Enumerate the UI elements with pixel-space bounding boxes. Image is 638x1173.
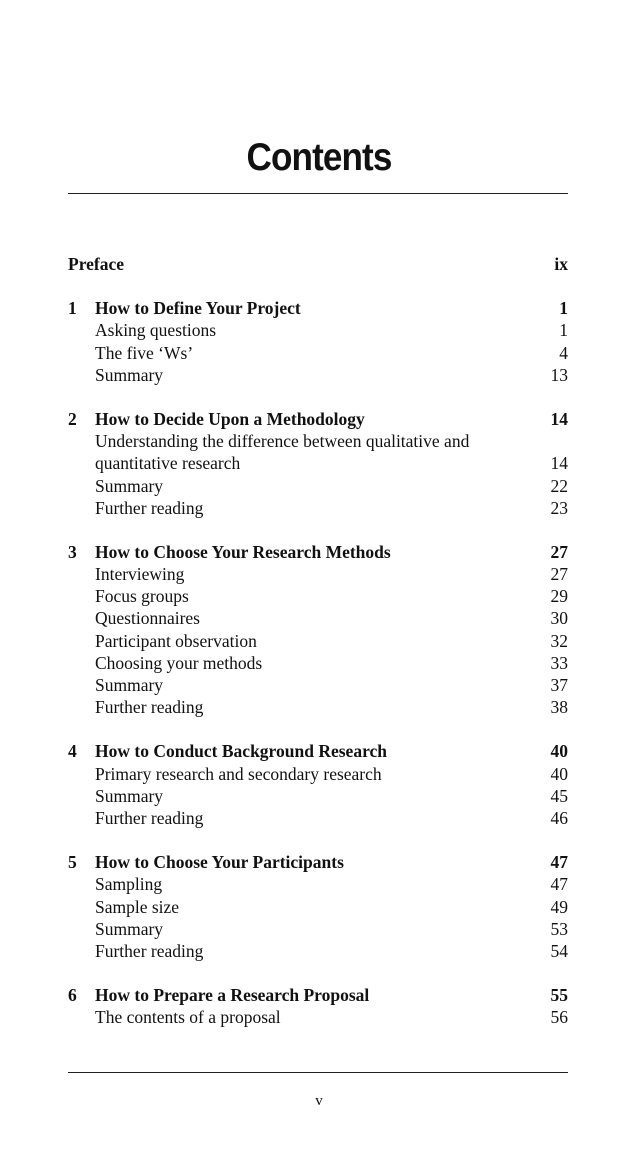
toc-gap [68, 386, 568, 408]
toc-entry-page: 37 [550, 675, 568, 695]
toc-chapter-title: How to Conduct Background Research [95, 741, 388, 762]
toc-entry-page: 38 [550, 697, 568, 718]
toc-chapter-title: How to Choose Your Participants [95, 852, 344, 873]
toc-entry-title: Questionnaires [95, 608, 200, 629]
toc-preface-page: ix [554, 254, 568, 274]
toc-entry-title: Further reading [95, 697, 204, 718]
toc-chapter-page: 1 [559, 298, 568, 319]
page-title: Contents [246, 136, 392, 179]
toc-chapter-page: 55 [550, 985, 568, 1006]
toc-entry-page: 23 [550, 497, 568, 518]
toc-entry[interactable] [68, 319, 568, 341]
toc-entry-title: Summary [95, 785, 164, 806]
toc-entry-page: 54 [550, 940, 568, 961]
toc-chapter-page: 14 [550, 408, 568, 429]
toc-entry-page: 13 [550, 364, 568, 385]
toc-entry-title: Summary [95, 918, 164, 939]
toc-chapters [68, 275, 568, 1028]
toc-chapter-heading[interactable] [68, 408, 568, 430]
toc-entry-page: 22 [550, 475, 568, 496]
toc-preface-title: Preface [68, 254, 125, 274]
toc-chapter-heading[interactable] [68, 851, 568, 873]
toc-entry-title: Summary [95, 364, 164, 385]
toc-entry[interactable] [68, 674, 568, 696]
toc-entry-title: Focus groups [95, 586, 189, 607]
toc-chapter-number: 1 [68, 298, 77, 319]
toc-chapter-title: How to Choose Your Research Methods [95, 541, 391, 562]
toc-entry-page: 27 [550, 564, 568, 585]
toc-entry-title: The contents of a proposal [95, 1007, 281, 1028]
toc-entry[interactable] [68, 696, 568, 718]
toc-entry-page: 1 [559, 320, 568, 341]
toc-chapter-heading[interactable] [68, 984, 568, 1006]
toc-chapter-number: 5 [68, 852, 77, 873]
toc-entry-page: 29 [550, 586, 568, 607]
toc-entry-page: 33 [550, 652, 568, 673]
toc-entry[interactable] [68, 630, 568, 652]
toc-chapter-title: How to Prepare a Research Proposal [95, 985, 370, 1006]
toc-chapter-page: 47 [550, 852, 568, 873]
toc-gap [68, 829, 568, 851]
toc-entry-title: Further reading [95, 497, 204, 518]
toc-entry-page: 14 [550, 453, 568, 474]
toc-entry[interactable] [68, 497, 568, 519]
toc-entry[interactable] [68, 452, 568, 474]
toc-entry[interactable] [68, 940, 568, 962]
toc-entry-page: 47 [550, 874, 568, 895]
top-rule [68, 193, 568, 194]
toc-entry-page: 46 [550, 807, 568, 828]
toc-entry[interactable] [68, 364, 568, 386]
toc-entry[interactable] [68, 475, 568, 497]
toc-chapter-page: 40 [550, 741, 568, 762]
toc-entry-page: 53 [550, 918, 568, 939]
toc-entry-title: Asking questions [95, 320, 217, 341]
toc-chapter-heading[interactable] [68, 297, 568, 319]
toc-entry-page: 40 [550, 763, 568, 784]
toc-chapter-number: 2 [68, 408, 77, 429]
toc-entry[interactable] [68, 607, 568, 629]
toc-entry[interactable] [68, 873, 568, 895]
toc-entry[interactable] [68, 807, 568, 829]
bottom-rule [68, 1072, 568, 1073]
toc-chapter-heading[interactable] [68, 740, 568, 762]
toc-entry[interactable] [68, 585, 568, 607]
toc-entry[interactable] [68, 896, 568, 918]
toc-entry-title: Further reading [95, 940, 204, 961]
toc-entry-title: Choosing your methods [95, 652, 263, 673]
toc-preface[interactable] [68, 253, 568, 275]
toc-entry[interactable] [68, 652, 568, 674]
toc-entry-page: 45 [550, 785, 568, 806]
toc-entry-title: Interviewing [95, 564, 185, 585]
toc-chapter-number: 6 [68, 985, 77, 1006]
page-number: v [315, 1093, 323, 1109]
toc-entry-title: Summary [95, 475, 164, 496]
toc-gap [68, 962, 568, 984]
toc-chapter-number: 3 [68, 541, 77, 562]
toc-gap [68, 718, 568, 740]
toc-chapter-number: 4 [68, 741, 77, 762]
toc-gap [68, 275, 568, 297]
toc-entry-page: 49 [550, 896, 568, 917]
toc-entry-page: 32 [550, 630, 568, 651]
toc-entry[interactable] [68, 918, 568, 940]
toc-entry-page: 30 [550, 608, 568, 629]
toc-entry-title: Sample size [95, 896, 180, 917]
toc-entry-title: Summary [95, 675, 164, 695]
toc-entry[interactable] [68, 763, 568, 785]
table-of-contents [68, 253, 568, 1028]
toc-chapter-page: 27 [550, 541, 568, 562]
toc-entry-page: 56 [550, 1007, 568, 1028]
toc-entry-title: The five ‘Ws’ [95, 342, 194, 363]
toc-chapter-heading[interactable] [68, 541, 568, 563]
toc-entry[interactable] [68, 1006, 568, 1028]
toc-entry[interactable] [68, 785, 568, 807]
toc-entry-title: Sampling [95, 874, 163, 895]
toc-entry-title: quantitative research [95, 453, 241, 474]
toc-entry-title: Further reading [95, 807, 204, 828]
toc-entry[interactable] [68, 342, 568, 364]
toc-entry-title: Understanding the difference between qualitative and [95, 431, 470, 452]
toc-entry-title: Participant observation [95, 630, 257, 651]
toc-chapter-title: How to Define Your Project [95, 298, 301, 319]
toc-entry-page: 4 [559, 342, 568, 363]
toc-chapter-title: How to Decide Upon a Methodology [95, 408, 365, 429]
toc-entry[interactable] [68, 430, 568, 452]
toc-entry[interactable] [68, 563, 568, 585]
toc-gap [68, 519, 568, 541]
toc-entry-title: Primary research and secondary research [95, 763, 382, 784]
